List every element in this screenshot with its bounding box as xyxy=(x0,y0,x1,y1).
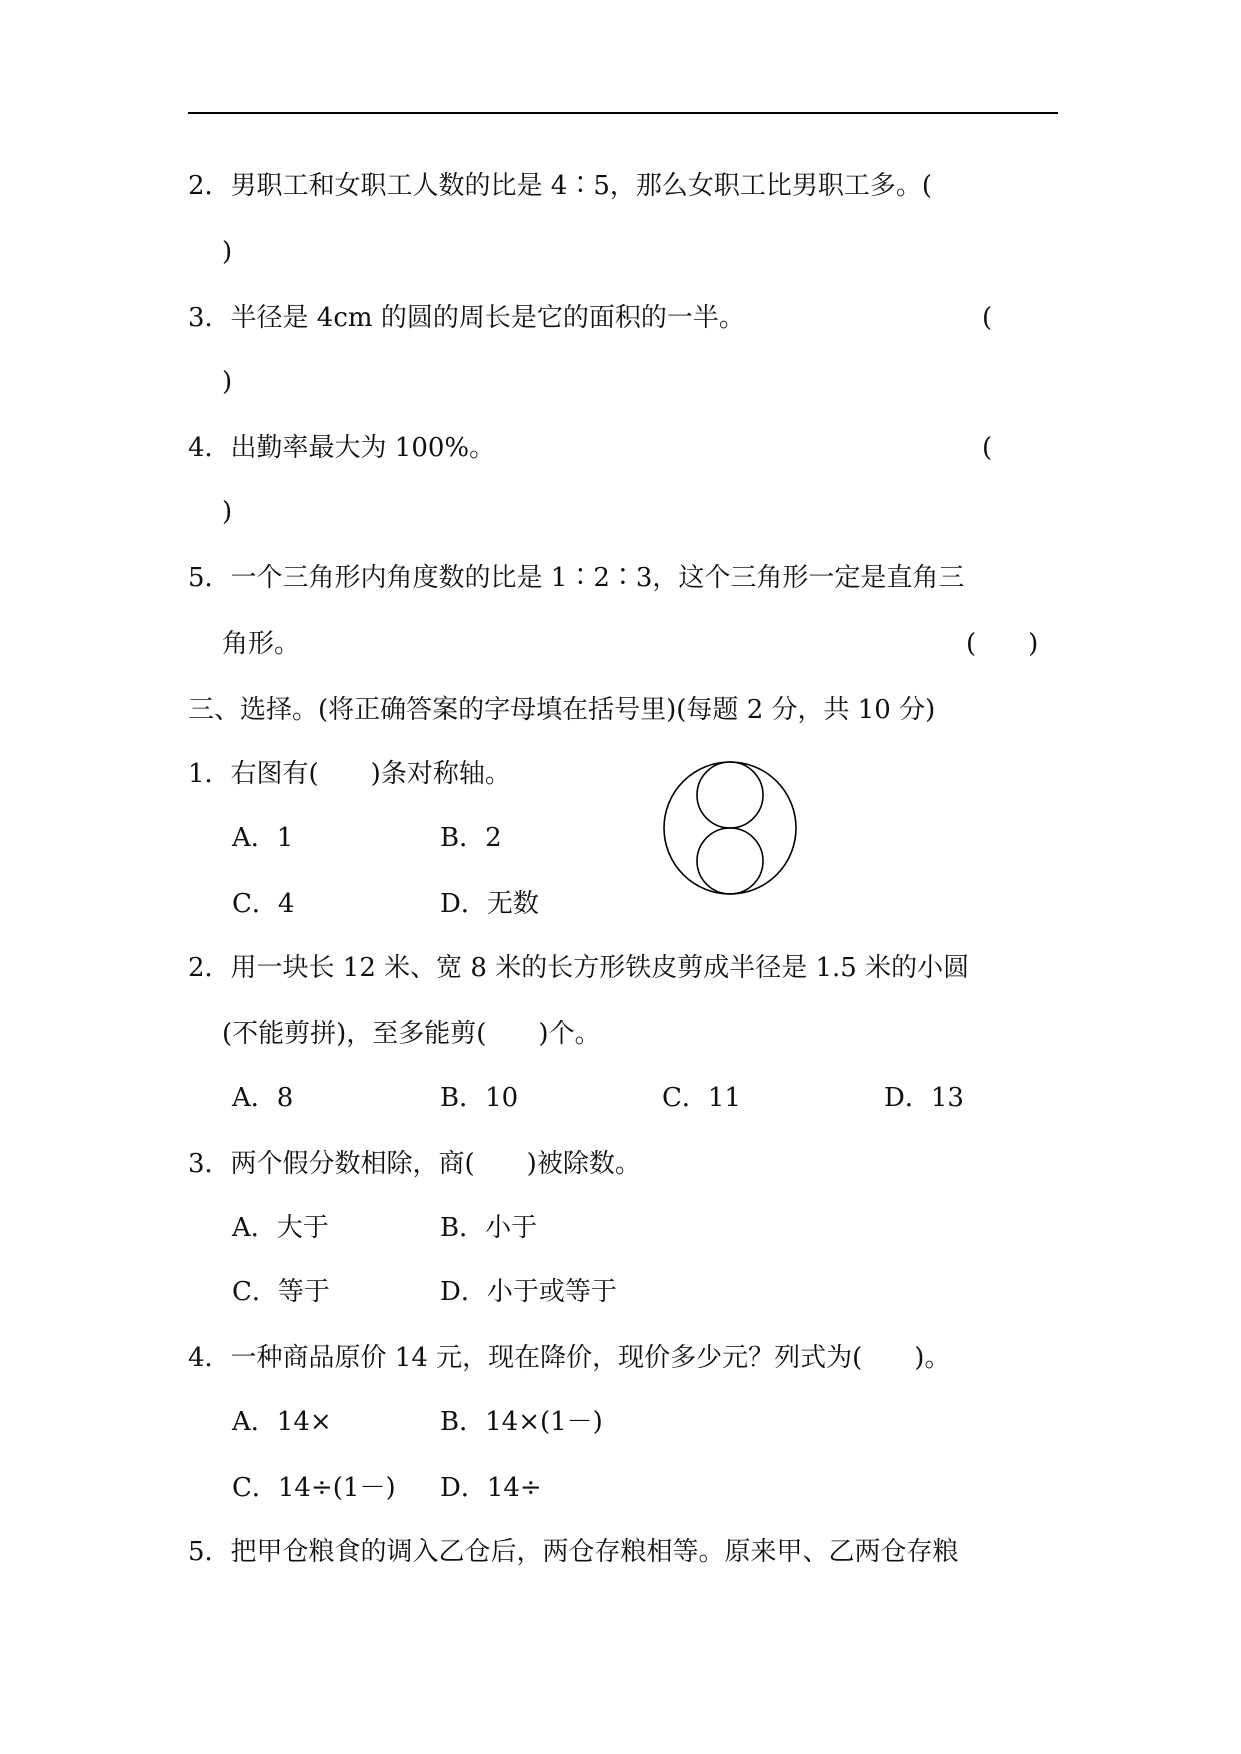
judge-q4-close: ) xyxy=(222,497,233,527)
lower-inner-circle xyxy=(697,828,763,894)
mc-q2-option-c: C．11 xyxy=(662,1083,741,1113)
judge-q4-open: ( xyxy=(982,433,993,463)
mc-q1-option-a: A．1 xyxy=(232,823,294,853)
upper-inner-circle xyxy=(697,762,763,828)
mc-q3-option-d: D．小于或等于 xyxy=(440,1277,617,1307)
judge-q5-line2: 角形。 xyxy=(222,629,301,659)
mc-q4-stem: 4．一种商品原价 14 元，现在降价，现价多少元？列式为( )。 xyxy=(188,1343,951,1373)
mc-q3-option-b: B．小于 xyxy=(440,1213,538,1243)
mc-q1-option-b: B．2 xyxy=(440,823,502,853)
mc-q2-option-a: A．8 xyxy=(232,1083,294,1113)
mc-q1-option-d: D．无数 xyxy=(440,889,539,919)
mc-q2-line1: 2．用一块长 12 米、宽 8 米的长方形铁皮剪成半径是 1.5 米的小圆 xyxy=(188,953,970,983)
mc-q4-option-c: C．14÷(1－) xyxy=(232,1473,396,1503)
judge-q2-text: 2．男职工和女职工人数的比是 4∶5，那么女职工比男职工多。( xyxy=(188,171,933,201)
mc-q3-option-a: A．大于 xyxy=(232,1213,329,1243)
mc-q2-line2: (不能剪拼)，至多能剪( )个。 xyxy=(222,1019,601,1049)
mc-q2-option-b: B．10 xyxy=(440,1083,519,1113)
judge-q5-line1: 5．一个三角形内角度数的比是 1∶2∶3，这个三角形一定是直角三 xyxy=(188,563,965,593)
judge-q2-close: ) xyxy=(222,237,233,267)
mc-q3-stem: 3．两个假分数相除，商( )被除数。 xyxy=(188,1149,641,1179)
header-rule xyxy=(188,112,1058,114)
mc-q5-stem: 5．把甲仓粮食的调入乙仓后，两仓存粮相等。原来甲、乙两仓存粮 xyxy=(188,1537,959,1567)
judge-q3-close: ) xyxy=(222,367,233,397)
mc-q4-option-a: A．14× xyxy=(232,1407,332,1437)
mc-q1-stem: 1．右图有( )条对称轴。 xyxy=(188,759,511,789)
mc-q4-option-b: B．14×(1－) xyxy=(440,1407,603,1437)
mc-q1-option-c: C．4 xyxy=(232,889,295,919)
section3-title: 三、选择。(将正确答案的字母填在括号里)(每题 2 分，共 10 分) xyxy=(188,695,936,725)
mc-q2-option-d: D．13 xyxy=(884,1083,964,1113)
mc-q3-option-c: C．等于 xyxy=(232,1277,330,1307)
circle-symmetry-figure xyxy=(660,758,800,898)
judge-q3-text: 3．半径是 4cm 的圆的周长是它的面积的一半。 xyxy=(188,303,745,333)
judge-q4-text: 4．出勤率最大为 100%。 xyxy=(188,433,496,463)
judge-q5-blank: ( ) xyxy=(966,629,1039,659)
mc-q4-option-d: D．14÷ xyxy=(440,1473,542,1503)
judge-q3-open: ( xyxy=(982,303,993,333)
